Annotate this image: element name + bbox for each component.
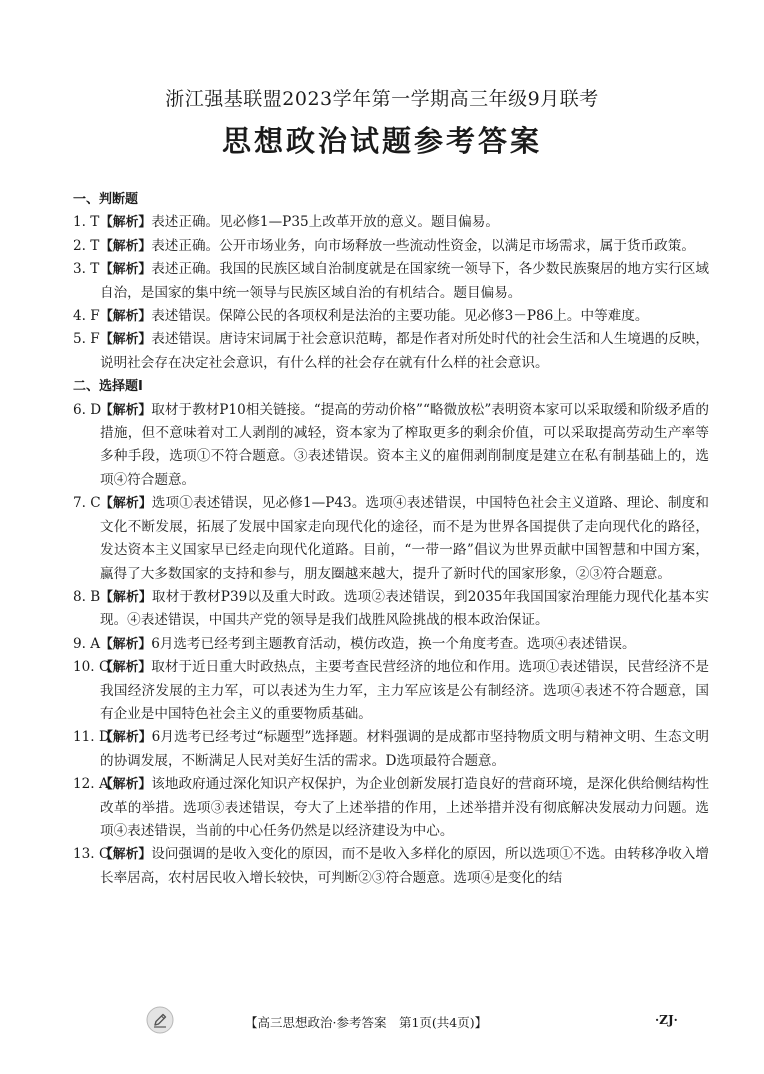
analysis-tag: 【解析】 (100, 660, 152, 676)
analysis-tag: 【解析】 (100, 402, 152, 418)
answer-text: 设问强调的是收入变化的原因，而不是收入多样化的原因，所以选项①不选。由转移净收入增长率居高，农村居民收入增长较快，可判断②③符合题意。选项④是变化的结 (100, 846, 710, 886)
answer-item (73, 305, 709, 328)
answer-number: 10. C (73, 659, 110, 676)
analysis-tag: 【解析】 (100, 777, 152, 793)
answer-item (73, 726, 709, 773)
document-title: 思想政治试题参考答案 (221, 124, 542, 158)
answer-text: 6月选考已经考过“标题型”选择题。材料强调的是成都市坚持物质文明与精神文明、生态文明的协调发展，不断满足人民对美好生活的需求。D选项最符合题意。 (100, 729, 710, 769)
answer-text: 表述错误。唐诗宋词属于社会意识范畴，都是作者对所处时代的社会生活和人生境遇的反映，说明社会存在决定社会意识，有什么样的社会存在就有什么样的社会意识。 (100, 331, 710, 371)
answer-number: 5. F (73, 331, 100, 348)
footer-region-code: ·ZJ· (655, 1013, 678, 1027)
analysis-tag: 【解析】 (100, 847, 152, 863)
pencil-icon (146, 1006, 174, 1034)
footer-page-info: 【高三思想政治·参考答案 第1页(共4页)】 (245, 1015, 488, 1030)
answer-number: 6. D (73, 401, 102, 418)
answer-text: 表述正确。我国的民族区域自治制度就是在国家统一领导下，各少数民族聚居的地方实行区域自治，是国家的集中统一领导与民族区域自治的有机结合。题目偏易。 (100, 261, 710, 301)
answer-content (73, 188, 709, 890)
answer-number: 2. T (73, 237, 100, 254)
answer-number: 12. A (73, 776, 109, 793)
answer-number: 7. C (73, 495, 101, 512)
analysis-tag: 【解析】 (100, 262, 152, 278)
analysis-tag: 【解析】 (100, 496, 152, 512)
answer-item (73, 235, 709, 258)
answer-item (73, 656, 709, 726)
answer-item (73, 399, 709, 493)
answer-text: 该地政府通过深化知识产权保护，为企业创新发展打造良好的营商环境，是深化供给侧结构性改革的举措。选项③表述错误，夸大了上述举措的作用，上述举措并没有彻底解决发展动力问题。选项④表述错误，当前的中心任务仍然是以经济建设为中心。 (100, 776, 710, 839)
answer-text: 表述正确。见必修1—P35上改革开放的意义。题目偏易。 (151, 214, 499, 231)
answer-item (73, 328, 709, 375)
analysis-tag: 【解析】 (100, 215, 152, 231)
answer-number: 1. T (73, 214, 100, 231)
answer-item (73, 633, 709, 656)
exam-title: 浙江强基联盟2023学年第一学期高三年级9月联考 (165, 88, 599, 110)
answer-number: 3. T (73, 261, 100, 278)
section-heading-choice: 二、选择题Ⅰ (73, 379, 143, 395)
answer-item (73, 211, 709, 234)
answer-text: 表述正确。公开市场业务，向市场释放一些流动性资金，以满足市场需求，属于货币政策。 (151, 237, 695, 254)
analysis-tag: 【解析】 (100, 238, 152, 254)
analysis-tag: 【解析】 (100, 332, 152, 348)
answer-item (73, 843, 709, 890)
answer-item (73, 586, 709, 633)
page-footer (0, 1006, 764, 1036)
answer-text: 取材于教材P39以及重大时政。选项②表述错误，到2035年我国国家治理能力现代化基本实现。④表述错误，中国共产党的领导是我们战胜风险挑战的根本政治保证。 (100, 588, 710, 629)
answer-text: 取材于教材P10相关链接。“提高的劳动价格”“略微放松”表明资本家可以采取缓和阶级矛盾的措施，但不意味着对工人剥削的减轻，资本家为了榨取更多的剩余价值，可以采取提高劳动生产率等多种手段，选项①不符合题意。③表述错误。资本主义的雇佣剥削制度是建立在私有制基础上的，选项④符合题意。 (100, 401, 709, 488)
answer-item (73, 258, 709, 305)
answer-number: 11. D (73, 729, 110, 746)
answer-number: 4. F (73, 308, 100, 325)
answer-item (73, 492, 709, 586)
answer-text: 表述错误。保障公民的各项权利是法治的主要功能。见必修3－P86上。中等难度。 (151, 308, 649, 325)
answer-item (73, 773, 709, 843)
answer-text: 6月选考已经考到主题教育活动，模仿改造，换一个角度考查。选项④表述错误。 (151, 635, 636, 652)
analysis-tag: 【解析】 (100, 636, 152, 652)
answer-number: 8. B (73, 588, 101, 605)
analysis-tag: 【解析】 (100, 730, 152, 746)
analysis-tag: 【解析】 (100, 589, 152, 605)
answer-text: 选项①表述错误，见必修1—P43。选项④表述错误，中国特色社会主义道路、理论、制度和文化不断发展，拓展了发展中国家走向现代化的途径，而不是为世界各国提供了走向现代化的路径，发达资本主义国家早已经走向现代化道路。目前，“一带一路”倡议为世界贡献中国智慧和中国方案，赢得了大多数国家的支持和参与，朋友圈越来越大，提升了新时代的国家形象，②③符合题意。 (100, 495, 710, 582)
answer-number: 9. A (73, 635, 101, 652)
answer-text: 取材于近日重大时政热点，主要考查民营经济的地位和作用。选项①表述错误，民营经济不是我国经济发展的主力军，可以表述为生力军，主力军应该是公有制经济。选项④表述不符合题意，国有企业是中国特色社会主义的重要物质基础。 (100, 659, 710, 722)
analysis-tag: 【解析】 (100, 309, 152, 325)
answer-number: 13. C (73, 846, 110, 863)
section-heading-judgment: 一、判断题 (73, 192, 139, 207)
